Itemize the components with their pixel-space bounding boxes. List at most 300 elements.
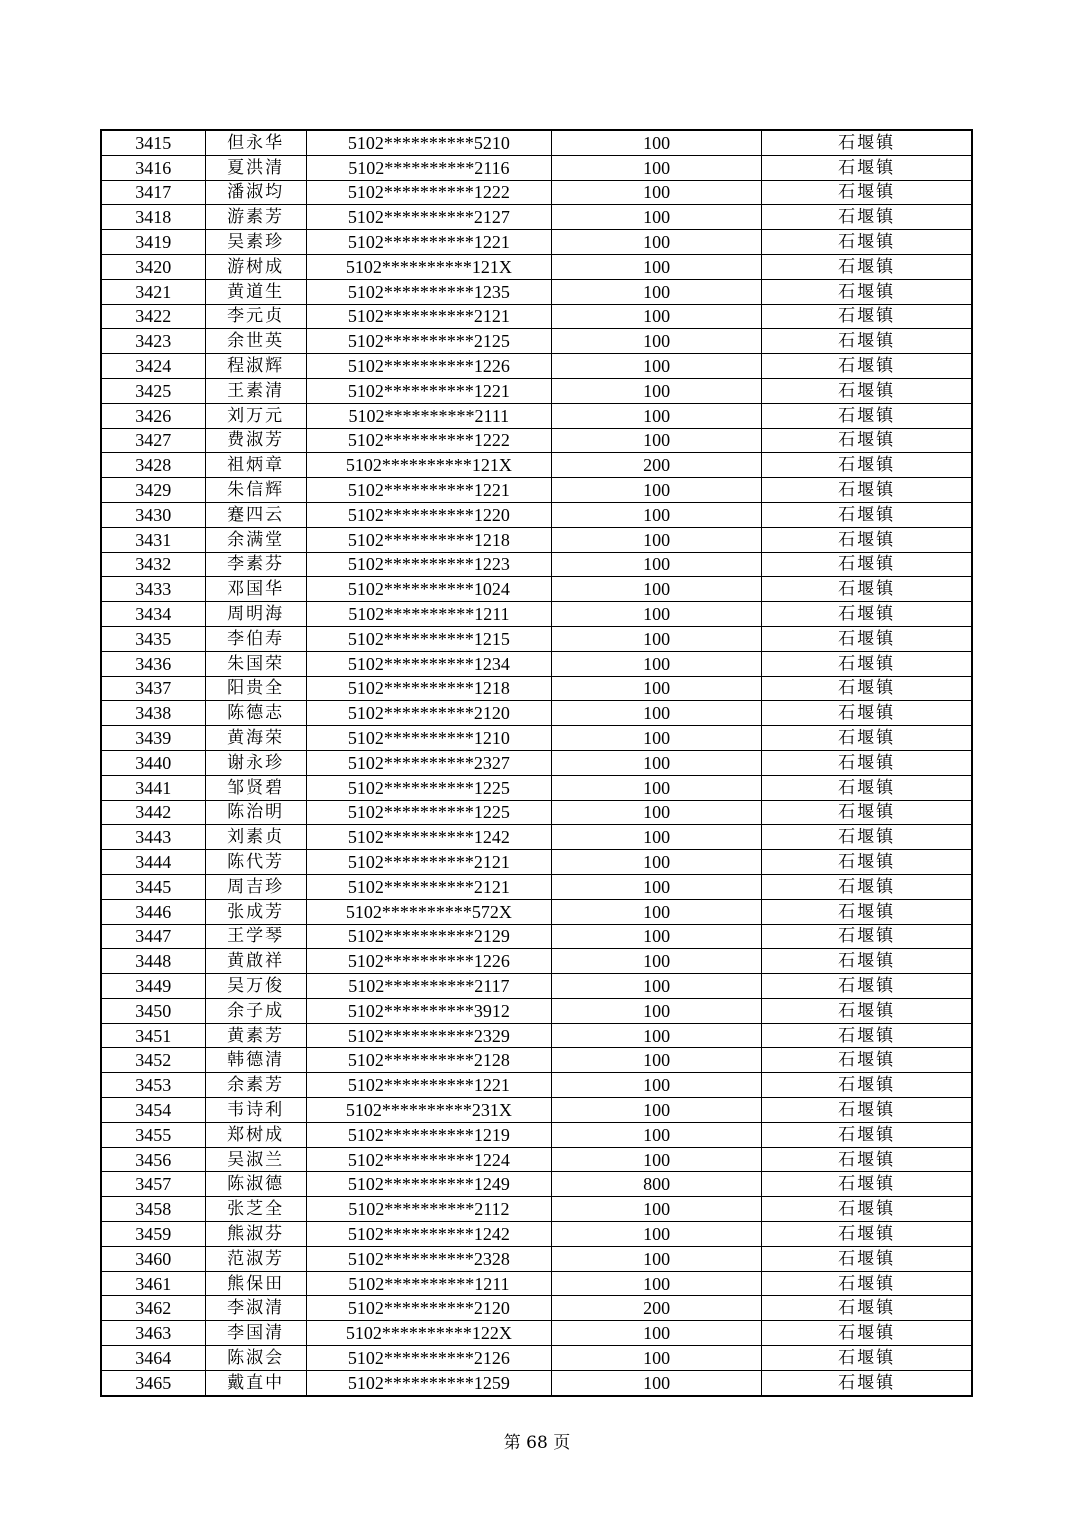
amount-cell: 100 (552, 726, 762, 751)
table-row (101, 1147, 972, 1172)
id-number-cell: 5102**********1221 (306, 1073, 551, 1098)
row-number-cell: 3442 (101, 800, 205, 825)
town-cell: 石堰镇 (762, 1321, 972, 1346)
amount-cell: 100 (552, 205, 762, 230)
id-number-cell: 5102**********2121 (306, 874, 551, 899)
name-cell: 熊淑芬 (205, 1222, 306, 1247)
table-row (101, 453, 972, 478)
amount-cell: 100 (552, 1073, 762, 1098)
table-row (101, 304, 972, 329)
name-cell: 黄海荣 (205, 726, 306, 751)
table-row (101, 378, 972, 403)
row-number-cell: 3447 (101, 924, 205, 949)
table-row (101, 800, 972, 825)
id-number-cell: 5102**********1215 (306, 626, 551, 651)
id-number-cell: 5102**********1221 (306, 478, 551, 503)
name-cell: 潘淑均 (205, 180, 306, 205)
name-cell: 刘万元 (205, 403, 306, 428)
name-cell: 郑树成 (205, 1122, 306, 1147)
row-number-cell: 3435 (101, 626, 205, 651)
table-row (101, 403, 972, 428)
table-row (101, 1370, 972, 1395)
row-number-cell: 3459 (101, 1222, 205, 1247)
table-row (101, 1172, 972, 1197)
name-cell: 张芝全 (205, 1197, 306, 1222)
table-row (101, 1197, 972, 1222)
id-number-cell: 5102**********2129 (306, 924, 551, 949)
amount-cell: 100 (552, 527, 762, 552)
id-number-cell: 5102**********2121 (306, 304, 551, 329)
name-cell: 蹇四云 (205, 502, 306, 527)
table-row (101, 1222, 972, 1247)
row-number-cell: 3462 (101, 1296, 205, 1321)
amount-cell: 100 (552, 626, 762, 651)
town-cell: 石堰镇 (762, 974, 972, 999)
id-number-cell: 5102**********1218 (306, 676, 551, 701)
amount-cell: 100 (552, 1346, 762, 1371)
id-number-cell: 5102**********2328 (306, 1246, 551, 1271)
town-cell: 石堰镇 (762, 230, 972, 255)
row-number-cell: 3436 (101, 651, 205, 676)
id-number-cell: 5102**********1226 (306, 949, 551, 974)
amount-cell: 100 (552, 254, 762, 279)
id-number-cell: 5102**********2120 (306, 1296, 551, 1321)
id-number-cell: 5102**********1225 (306, 775, 551, 800)
town-cell: 石堰镇 (762, 775, 972, 800)
row-number-cell: 3455 (101, 1122, 205, 1147)
name-cell: 游素芳 (205, 205, 306, 230)
id-number-cell: 5102**********1223 (306, 552, 551, 577)
name-cell: 祖炳章 (205, 453, 306, 478)
row-number-cell: 3457 (101, 1172, 205, 1197)
id-number-cell: 5102**********1226 (306, 354, 551, 379)
id-number-cell: 5102**********1218 (306, 527, 551, 552)
amount-cell: 100 (552, 1147, 762, 1172)
name-cell: 王学琴 (205, 924, 306, 949)
town-cell: 石堰镇 (762, 850, 972, 875)
table-row (101, 651, 972, 676)
row-number-cell: 3433 (101, 577, 205, 602)
amount-cell: 100 (552, 502, 762, 527)
table-row (101, 230, 972, 255)
id-number-cell: 5102**********1242 (306, 1222, 551, 1247)
name-cell: 李淑清 (205, 1296, 306, 1321)
table-row (101, 924, 972, 949)
table-row (101, 1048, 972, 1073)
id-number-cell: 5102**********2116 (306, 155, 551, 180)
row-number-cell: 3446 (101, 899, 205, 924)
table-row (101, 1321, 972, 1346)
table-row (101, 428, 972, 453)
id-number-cell: 5102**********122X (306, 1321, 551, 1346)
row-number-cell: 3427 (101, 428, 205, 453)
table-row (101, 1122, 972, 1147)
id-number-cell: 5102**********1259 (306, 1370, 551, 1395)
town-cell: 石堰镇 (762, 378, 972, 403)
table-row (101, 577, 972, 602)
town-cell: 石堰镇 (762, 1246, 972, 1271)
table-row (101, 478, 972, 503)
amount-cell: 100 (552, 1271, 762, 1296)
town-cell: 石堰镇 (762, 602, 972, 627)
name-cell: 游树成 (205, 254, 306, 279)
row-number-cell: 3438 (101, 701, 205, 726)
row-number-cell: 3430 (101, 502, 205, 527)
town-cell: 石堰镇 (762, 750, 972, 775)
amount-cell: 100 (552, 378, 762, 403)
amount-cell: 100 (552, 1370, 762, 1395)
id-number-cell: 5102**********1224 (306, 1147, 551, 1172)
name-cell: 但永华 (205, 130, 306, 155)
town-cell: 石堰镇 (762, 1271, 972, 1296)
name-cell: 陈淑德 (205, 1172, 306, 1197)
table-row (101, 949, 972, 974)
table-row (101, 1296, 972, 1321)
id-number-cell: 5102**********1249 (306, 1172, 551, 1197)
amount-cell: 100 (552, 800, 762, 825)
row-number-cell: 3443 (101, 825, 205, 850)
row-number-cell: 3432 (101, 552, 205, 577)
town-cell: 石堰镇 (762, 155, 972, 180)
table-row (101, 899, 972, 924)
table-row (101, 502, 972, 527)
row-number-cell: 3444 (101, 850, 205, 875)
row-number-cell: 3422 (101, 304, 205, 329)
name-cell: 黄道生 (205, 279, 306, 304)
table-row (101, 254, 972, 279)
id-number-cell: 5102**********2327 (306, 750, 551, 775)
amount-cell: 100 (552, 230, 762, 255)
amount-cell: 100 (552, 354, 762, 379)
amount-cell: 100 (552, 924, 762, 949)
table-row (101, 1098, 972, 1123)
name-cell: 吴万俊 (205, 974, 306, 999)
amount-cell: 100 (552, 651, 762, 676)
town-cell: 石堰镇 (762, 1073, 972, 1098)
town-cell: 石堰镇 (762, 1122, 972, 1147)
id-number-cell: 5102**********2111 (306, 403, 551, 428)
table-row (101, 750, 972, 775)
id-number-cell: 5102**********1220 (306, 502, 551, 527)
town-cell: 石堰镇 (762, 651, 972, 676)
name-cell: 李元贞 (205, 304, 306, 329)
town-cell: 石堰镇 (762, 527, 972, 552)
amount-cell: 200 (552, 1296, 762, 1321)
row-number-cell: 3465 (101, 1370, 205, 1395)
row-number-cell: 3453 (101, 1073, 205, 1098)
name-cell: 周明海 (205, 602, 306, 627)
name-cell: 韦诗利 (205, 1098, 306, 1123)
id-number-cell: 5102**********1235 (306, 279, 551, 304)
amount-cell: 100 (552, 850, 762, 875)
town-cell: 石堰镇 (762, 676, 972, 701)
row-number-cell: 3449 (101, 974, 205, 999)
name-cell: 张成芳 (205, 899, 306, 924)
town-cell: 石堰镇 (762, 949, 972, 974)
id-number-cell: 5102**********1221 (306, 378, 551, 403)
amount-cell: 100 (552, 701, 762, 726)
town-cell: 石堰镇 (762, 403, 972, 428)
town-cell: 石堰镇 (762, 354, 972, 379)
name-cell: 谢永珍 (205, 750, 306, 775)
town-cell: 石堰镇 (762, 502, 972, 527)
town-cell: 石堰镇 (762, 205, 972, 230)
name-cell: 黄啟祥 (205, 949, 306, 974)
row-number-cell: 3415 (101, 130, 205, 155)
town-cell: 石堰镇 (762, 899, 972, 924)
id-number-cell: 5102**********1221 (306, 230, 551, 255)
town-cell: 石堰镇 (762, 552, 972, 577)
row-number-cell: 3417 (101, 180, 205, 205)
table-row (101, 1246, 972, 1271)
town-cell: 石堰镇 (762, 1296, 972, 1321)
row-number-cell: 3464 (101, 1346, 205, 1371)
town-cell: 石堰镇 (762, 1222, 972, 1247)
town-cell: 石堰镇 (762, 1098, 972, 1123)
amount-cell: 100 (552, 775, 762, 800)
town-cell: 石堰镇 (762, 998, 972, 1023)
row-number-cell: 3439 (101, 726, 205, 751)
row-number-cell: 3419 (101, 230, 205, 255)
name-cell: 吴淑兰 (205, 1147, 306, 1172)
name-cell: 吴素珍 (205, 230, 306, 255)
id-number-cell: 5102**********2112 (306, 1197, 551, 1222)
amount-cell: 100 (552, 974, 762, 999)
amount-cell: 100 (552, 478, 762, 503)
table-row (101, 701, 972, 726)
table-row (101, 726, 972, 751)
row-number-cell: 3460 (101, 1246, 205, 1271)
table-row (101, 180, 972, 205)
row-number-cell: 3451 (101, 1023, 205, 1048)
name-cell: 朱国荣 (205, 651, 306, 676)
row-number-cell: 3425 (101, 378, 205, 403)
id-number-cell: 5102**********5210 (306, 130, 551, 155)
table-row (101, 1271, 972, 1296)
name-cell: 刘素贞 (205, 825, 306, 850)
amount-cell: 100 (552, 750, 762, 775)
id-number-cell: 5102**********1024 (306, 577, 551, 602)
name-cell: 李伯寿 (205, 626, 306, 651)
table-row (101, 1073, 972, 1098)
id-number-cell: 5102**********121X (306, 453, 551, 478)
id-number-cell: 5102**********1222 (306, 180, 551, 205)
id-number-cell: 5102**********2128 (306, 1048, 551, 1073)
name-cell: 陈淑会 (205, 1346, 306, 1371)
town-cell: 石堰镇 (762, 180, 972, 205)
row-number-cell: 3448 (101, 949, 205, 974)
id-number-cell: 5102**********1225 (306, 800, 551, 825)
name-cell: 周吉珍 (205, 874, 306, 899)
row-number-cell: 3424 (101, 354, 205, 379)
name-cell: 陈治明 (205, 800, 306, 825)
name-cell: 王素清 (205, 378, 306, 403)
town-cell: 石堰镇 (762, 1346, 972, 1371)
row-number-cell: 3420 (101, 254, 205, 279)
amount-cell: 200 (552, 453, 762, 478)
id-number-cell: 5102**********2126 (306, 1346, 551, 1371)
table-row (101, 552, 972, 577)
name-cell: 黄素芳 (205, 1023, 306, 1048)
row-number-cell: 3450 (101, 998, 205, 1023)
row-number-cell: 3445 (101, 874, 205, 899)
amount-cell: 100 (552, 899, 762, 924)
table-row (101, 130, 972, 155)
name-cell: 程淑辉 (205, 354, 306, 379)
row-number-cell: 3440 (101, 750, 205, 775)
row-number-cell: 3441 (101, 775, 205, 800)
table-row (101, 998, 972, 1023)
town-cell: 石堰镇 (762, 1370, 972, 1395)
town-cell: 石堰镇 (762, 453, 972, 478)
name-cell: 李国清 (205, 1321, 306, 1346)
name-cell: 邹贤碧 (205, 775, 306, 800)
table-row (101, 874, 972, 899)
id-number-cell: 5102**********2120 (306, 701, 551, 726)
row-number-cell: 3426 (101, 403, 205, 428)
town-cell: 石堰镇 (762, 428, 972, 453)
amount-cell: 100 (552, 676, 762, 701)
town-cell: 石堰镇 (762, 726, 972, 751)
name-cell: 范淑芳 (205, 1246, 306, 1271)
table-row (101, 602, 972, 627)
id-number-cell: 5102**********1210 (306, 726, 551, 751)
id-number-cell: 5102**********572X (306, 899, 551, 924)
table-row (101, 775, 972, 800)
name-cell: 余子成 (205, 998, 306, 1023)
row-number-cell: 3463 (101, 1321, 205, 1346)
town-cell: 石堰镇 (762, 825, 972, 850)
town-cell: 石堰镇 (762, 279, 972, 304)
amount-cell: 100 (552, 180, 762, 205)
town-cell: 石堰镇 (762, 478, 972, 503)
name-cell: 李素芬 (205, 552, 306, 577)
row-number-cell: 3452 (101, 1048, 205, 1073)
row-number-cell: 3421 (101, 279, 205, 304)
row-number-cell: 3416 (101, 155, 205, 180)
row-number-cell: 3454 (101, 1098, 205, 1123)
amount-cell: 100 (552, 130, 762, 155)
table-row (101, 825, 972, 850)
id-number-cell: 5102**********1242 (306, 825, 551, 850)
name-cell: 阳贵全 (205, 676, 306, 701)
table-row (101, 626, 972, 651)
name-cell: 韩德清 (205, 1048, 306, 1073)
table-row (101, 676, 972, 701)
amount-cell: 100 (552, 155, 762, 180)
row-number-cell: 3458 (101, 1197, 205, 1222)
name-cell: 戴直中 (205, 1370, 306, 1395)
name-cell: 费淑芳 (205, 428, 306, 453)
id-number-cell: 5102**********1234 (306, 651, 551, 676)
town-cell: 石堰镇 (762, 130, 972, 155)
row-number-cell: 3429 (101, 478, 205, 503)
row-number-cell: 3456 (101, 1147, 205, 1172)
table-row (101, 329, 972, 354)
town-cell: 石堰镇 (762, 874, 972, 899)
amount-cell: 100 (552, 552, 762, 577)
amount-cell: 100 (552, 428, 762, 453)
name-cell: 熊保田 (205, 1271, 306, 1296)
amount-cell: 100 (552, 1023, 762, 1048)
amount-cell: 100 (552, 874, 762, 899)
name-cell: 邓国华 (205, 577, 306, 602)
town-cell: 石堰镇 (762, 304, 972, 329)
id-number-cell: 5102**********2329 (306, 1023, 551, 1048)
amount-cell: 800 (552, 1172, 762, 1197)
town-cell: 石堰镇 (762, 800, 972, 825)
amount-cell: 100 (552, 1122, 762, 1147)
name-cell: 余世英 (205, 329, 306, 354)
town-cell: 石堰镇 (762, 1023, 972, 1048)
amount-cell: 100 (552, 998, 762, 1023)
amount-cell: 100 (552, 1222, 762, 1247)
table-row (101, 155, 972, 180)
amount-cell: 100 (552, 577, 762, 602)
amount-cell: 100 (552, 279, 762, 304)
id-number-cell: 5102**********2127 (306, 205, 551, 230)
row-number-cell: 3461 (101, 1271, 205, 1296)
amount-cell: 100 (552, 1098, 762, 1123)
id-number-cell: 5102**********1222 (306, 428, 551, 453)
table-row (101, 850, 972, 875)
amount-cell: 100 (552, 403, 762, 428)
name-cell: 余满堂 (205, 527, 306, 552)
records-table (100, 129, 973, 1397)
row-number-cell: 3423 (101, 329, 205, 354)
amount-cell: 100 (552, 825, 762, 850)
table-row (101, 974, 972, 999)
id-number-cell: 5102**********1219 (306, 1122, 551, 1147)
amount-cell: 100 (552, 1246, 762, 1271)
name-cell: 陈德志 (205, 701, 306, 726)
town-cell: 石堰镇 (762, 329, 972, 354)
id-number-cell: 5102**********2121 (306, 850, 551, 875)
id-number-cell: 5102**********231X (306, 1098, 551, 1123)
row-number-cell: 3434 (101, 602, 205, 627)
page-number: 第 68 页 (503, 1433, 571, 1453)
amount-cell: 100 (552, 329, 762, 354)
town-cell: 石堰镇 (762, 924, 972, 949)
table-row (101, 279, 972, 304)
table-row (101, 1346, 972, 1371)
table-row (101, 354, 972, 379)
table-row (101, 527, 972, 552)
row-number-cell: 3431 (101, 527, 205, 552)
town-cell: 石堰镇 (762, 626, 972, 651)
town-cell: 石堰镇 (762, 254, 972, 279)
id-number-cell: 5102**********1211 (306, 602, 551, 627)
amount-cell: 100 (552, 1321, 762, 1346)
town-cell: 石堰镇 (762, 1172, 972, 1197)
name-cell: 夏洪清 (205, 155, 306, 180)
table-row (101, 205, 972, 230)
id-number-cell: 5102**********2117 (306, 974, 551, 999)
records-body (101, 130, 972, 1396)
amount-cell: 100 (552, 1048, 762, 1073)
amount-cell: 100 (552, 304, 762, 329)
town-cell: 石堰镇 (762, 1197, 972, 1222)
town-cell: 石堰镇 (762, 1048, 972, 1073)
row-number-cell: 3428 (101, 453, 205, 478)
town-cell: 石堰镇 (762, 577, 972, 602)
name-cell: 余素芳 (205, 1073, 306, 1098)
town-cell: 石堰镇 (762, 1147, 972, 1172)
id-number-cell: 5102**********1211 (306, 1271, 551, 1296)
town-cell: 石堰镇 (762, 701, 972, 726)
amount-cell: 100 (552, 1197, 762, 1222)
id-number-cell: 5102**********2125 (306, 329, 551, 354)
